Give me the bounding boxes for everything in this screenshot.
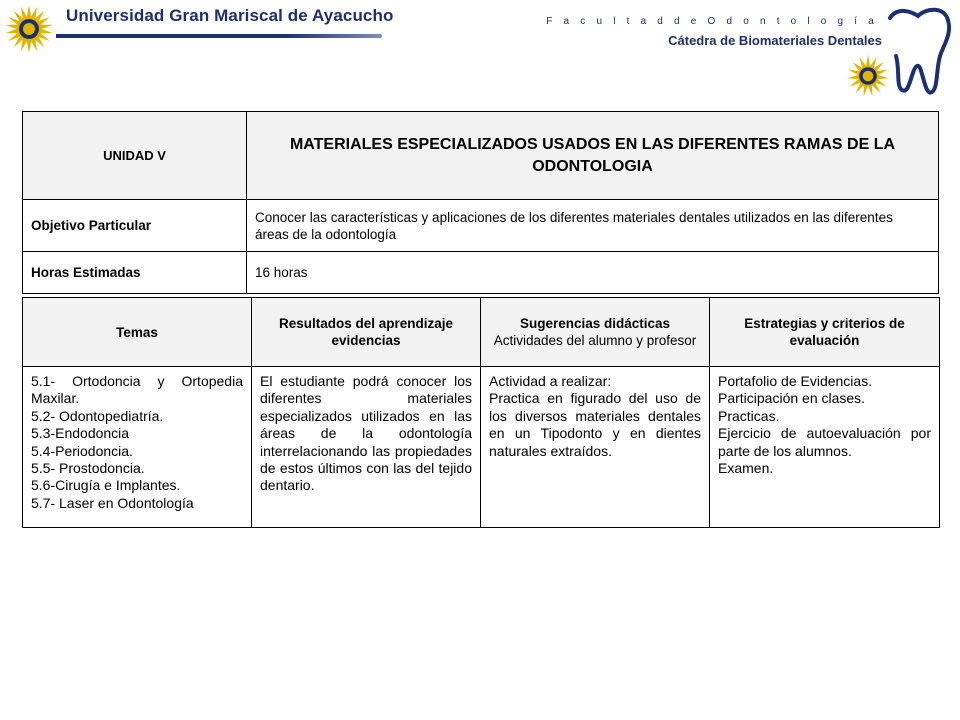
header-sugerencias-title: Sugerencias didácticas	[519, 316, 671, 331]
list-item: 5.4-Periodoncia.	[31, 442, 133, 459]
list-item: 5.6-Cirugía e Implantes.	[31, 477, 181, 494]
estrategias-cell	[710, 367, 940, 528]
university-seal-icon	[4, 4, 54, 54]
list-item: 5.1- Ortodoncia y Ortopedia Maxilar.	[31, 373, 243, 407]
chair-name: Cátedra de Biomateriales Dentales	[668, 33, 882, 48]
list-item: Practicas.	[718, 407, 780, 424]
hours-label: Horas Estimadas	[23, 252, 247, 294]
resultados-cell	[252, 367, 481, 528]
sugerencias-text: Practica en figurado del uso de los diversos materiales dentales en un Tipodonto y en dientes naturales extraídos.	[489, 390, 701, 459]
university-name: Universidad Gran Mariscal de Ayacucho	[66, 6, 394, 25]
unit-info-table	[22, 111, 939, 294]
header-temas: Temas	[23, 298, 252, 367]
faculty-name: F a c u l t a d d e O d o n t o l o g í a	[546, 16, 878, 27]
header-resultados: Resultados del aprendizaje evidencias	[252, 298, 481, 367]
hours-value: 16 horas	[247, 252, 939, 294]
header-sugerencias-sub: Actividades del alumno y profesor	[493, 333, 697, 348]
sugerencias-intro: Actividad a realizar:	[489, 373, 612, 389]
header-estrategias: Estrategias y criterios de evaluación	[710, 298, 940, 367]
tooth-logo-icon	[882, 4, 954, 96]
temas-cell	[23, 367, 252, 528]
sugerencias-cell	[481, 367, 710, 528]
list-item: Portafolio de Evidencias.	[718, 373, 873, 389]
list-item: 5.2- Odontopediatría.	[31, 407, 164, 424]
plan-table	[22, 297, 940, 528]
university-seal-small-icon	[846, 54, 890, 98]
unit-title: MATERIALES ESPECIALIZADOS USADOS EN LAS DIFERENTES RAMAS DE LA ODONTOLOGIA	[247, 112, 939, 200]
objective-label: Objetivo Particular	[23, 200, 247, 252]
header-divider	[56, 34, 382, 38]
unit-label: UNIDAD V	[23, 112, 247, 200]
list-item: 5.5- Prostodoncia.	[31, 460, 145, 477]
list-item: Participación en clases.	[718, 390, 866, 407]
list-item: 5.3-Endodoncia	[31, 425, 130, 442]
list-item: Ejercicio de autoevaluación por parte de los alumnos.	[718, 425, 931, 459]
list-item: Examen.	[718, 460, 774, 477]
objective-value: Conocer las características y aplicaciones de los diferentes materiales dentales utilizados en las diferentes áreas de la odontología	[247, 200, 939, 252]
list-item: 5.7- Laser en Odontología	[31, 494, 194, 511]
resultados-text: El estudiante podrá conocer los diferentes materiales especializados utilizados en las áreas de la odontología interrelacionando las propiedades de estos últimos con las del tejido dentario.	[260, 373, 472, 494]
header-sugerencias	[481, 298, 710, 367]
table-row	[23, 367, 940, 528]
